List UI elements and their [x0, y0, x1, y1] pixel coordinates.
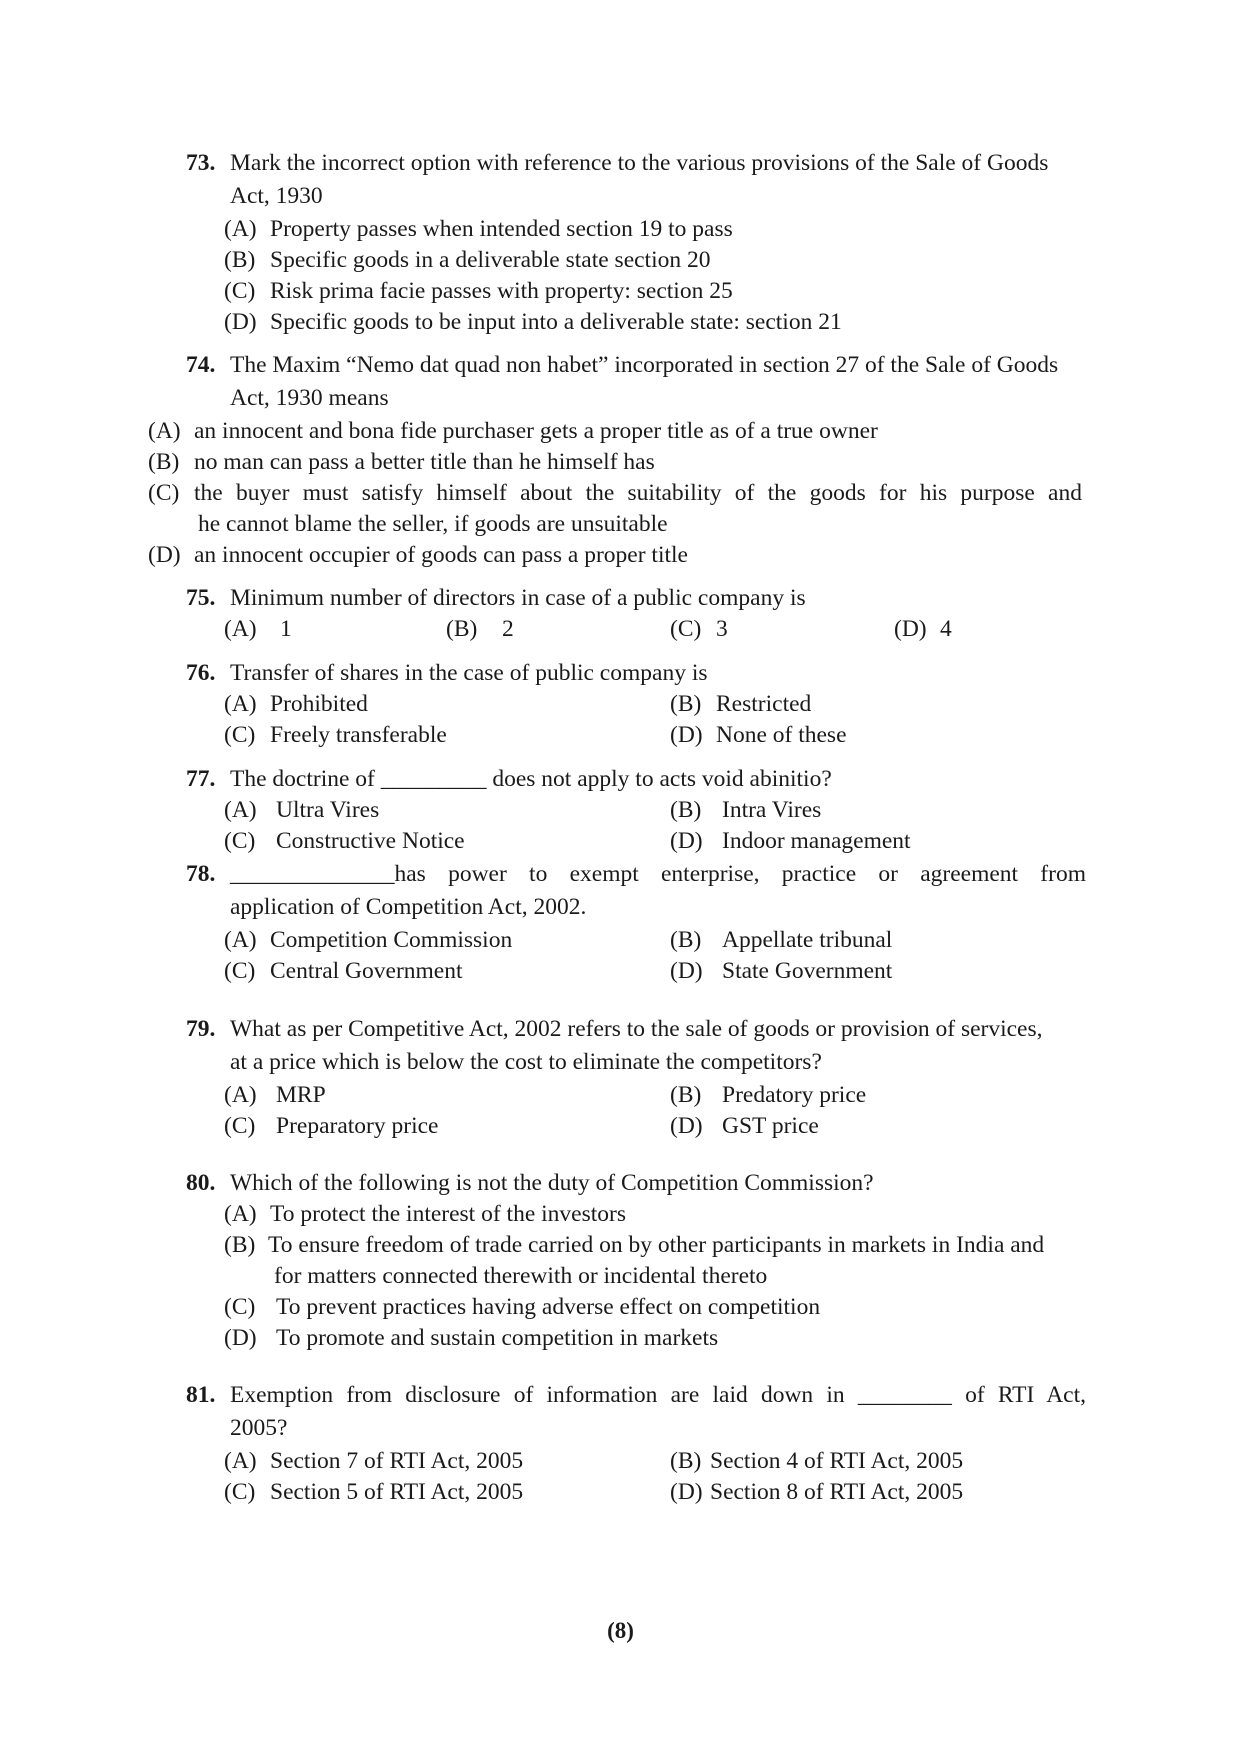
option-81-c: (C) Section 5 of RTI Act, 2005	[224, 1479, 524, 1505]
question-78-stem-cont: application of Competition Act, 2002.	[230, 894, 587, 920]
option-76-a: (A) Prohibited	[224, 691, 368, 717]
option-74-c: (C) the buyer must satisfy himself about the suitability of the goods for his purpose and	[148, 480, 1082, 506]
option-79-a: (A) MRP	[224, 1082, 326, 1108]
option-74-a: (A) an innocent and bona fide purchaser gets a proper title as of a true owner	[148, 418, 878, 444]
question-80-stem: 80. Which of the following is not the duty of Competition Commission?	[186, 1170, 874, 1196]
option-81-a: (A) Section 7 of RTI Act, 2005	[224, 1448, 524, 1474]
question-number: 75.	[186, 585, 216, 611]
option-77-c: (C) Constructive Notice	[224, 828, 465, 854]
option-75-b: (B) 2	[446, 616, 514, 642]
option-77-b: (B) Intra Vires	[670, 797, 822, 823]
question-number: 76.	[186, 660, 216, 686]
question-77-stem: 77. The doctrine of _________ does not apply to acts void abinitio?	[186, 766, 832, 792]
answer-blank: ________	[857, 1382, 952, 1408]
option-81-d: (D) Section 8 of RTI Act, 2005	[670, 1479, 964, 1505]
option-79-d: (D) GST price	[670, 1113, 819, 1139]
answer-blank: _________	[380, 766, 487, 792]
option-76-d: (D) None of these	[670, 722, 847, 748]
option-75-c: (C) 3	[670, 616, 728, 642]
option-74-c-cont: he cannot blame the seller, if goods are unsuitable	[198, 511, 668, 537]
option-80-b-cont: for matters connected therewith or incidental thereto	[274, 1263, 768, 1289]
option-75-d: (D) 4	[894, 616, 952, 642]
question-number: 78.	[186, 861, 216, 887]
question-number: 73.	[186, 150, 216, 176]
question-81-stem-cont: 2005?	[230, 1415, 288, 1441]
option-80-a: (A) To protect the interest of the investors	[224, 1201, 626, 1227]
question-75-stem: 75. Minimum number of directors in case of a public company is	[186, 585, 806, 611]
question-79-stem-cont: at a price which is below the cost to eliminate the competitors?	[230, 1049, 822, 1075]
question-78-stem: 78. ______________has power to exempt enterprise, practice or agreement from	[186, 861, 1086, 887]
page-number: (8)	[607, 1618, 634, 1643]
answer-blank: ______________	[230, 861, 395, 887]
option-76-c: (C) Freely transferable	[224, 722, 447, 748]
question-number: 77.	[186, 766, 216, 792]
question-73-stem: 73. Mark the incorrect option with reference to the various provisions of the Sale of Goods	[186, 150, 1049, 176]
question-76-stem: 76. Transfer of shares in the case of public company is	[186, 660, 708, 686]
option-78-b: (B) Appellate tribunal	[670, 927, 893, 953]
option-76-b: (B) Restricted	[670, 691, 812, 717]
question-number: 79.	[186, 1016, 216, 1042]
option-79-b: (B) Predatory price	[670, 1082, 867, 1108]
option-81-b: (B) Section 4 of RTI Act, 2005	[670, 1448, 964, 1474]
option-75-a: (A) 1	[224, 616, 292, 642]
question-79-stem: 79. What as per Competitive Act, 2002 refers to the sale of goods or provision of services,	[186, 1016, 1043, 1042]
question-74-stem: 74. The Maxim “Nemo dat quad non habet” incorporated in section 27 of the Sale of Goods	[186, 352, 1059, 378]
question-81-stem: 81. Exemption from disclosure of information are laid down in ________ of RTI Act,	[186, 1382, 1086, 1408]
question-number: 81.	[186, 1382, 216, 1408]
option-79-c: (C) Preparatory price	[224, 1113, 439, 1139]
option-74-d: (D) an innocent occupier of goods can pass a proper title	[148, 542, 688, 568]
option-78-c: (C) Central Government	[224, 958, 463, 984]
option-73-d: (D) Specific goods to be input into a deliverable state: section 21	[224, 309, 842, 335]
option-78-a: (A) Competition Commission	[224, 927, 513, 953]
option-73-a: (A) Property passes when intended section 19 to pass	[224, 216, 733, 242]
option-80-d: (D) To promote and sustain competition in markets	[224, 1325, 719, 1351]
option-73-c: (C) Risk prima facie passes with property: section 25	[224, 278, 733, 304]
question-74-stem-cont: Act, 1930 means	[230, 385, 389, 411]
option-80-b: (B) To ensure freedom of trade carried on by other participants in markets in India and	[224, 1232, 1045, 1258]
option-73-b: (B) Specific goods in a deliverable state section 20	[224, 247, 711, 273]
question-73-stem-cont: Act, 1930	[230, 183, 323, 209]
option-80-c: (C) To prevent practices having adverse effect on competition	[224, 1294, 821, 1320]
question-number: 80.	[186, 1170, 216, 1196]
option-77-d: (D) Indoor management	[670, 828, 911, 854]
option-74-b: (B) no man can pass a better title than he himself has	[148, 449, 655, 475]
option-77-a: (A) Ultra Vires	[224, 797, 380, 823]
option-78-d: (D) State Government	[670, 958, 893, 984]
question-number: 74.	[186, 352, 216, 378]
